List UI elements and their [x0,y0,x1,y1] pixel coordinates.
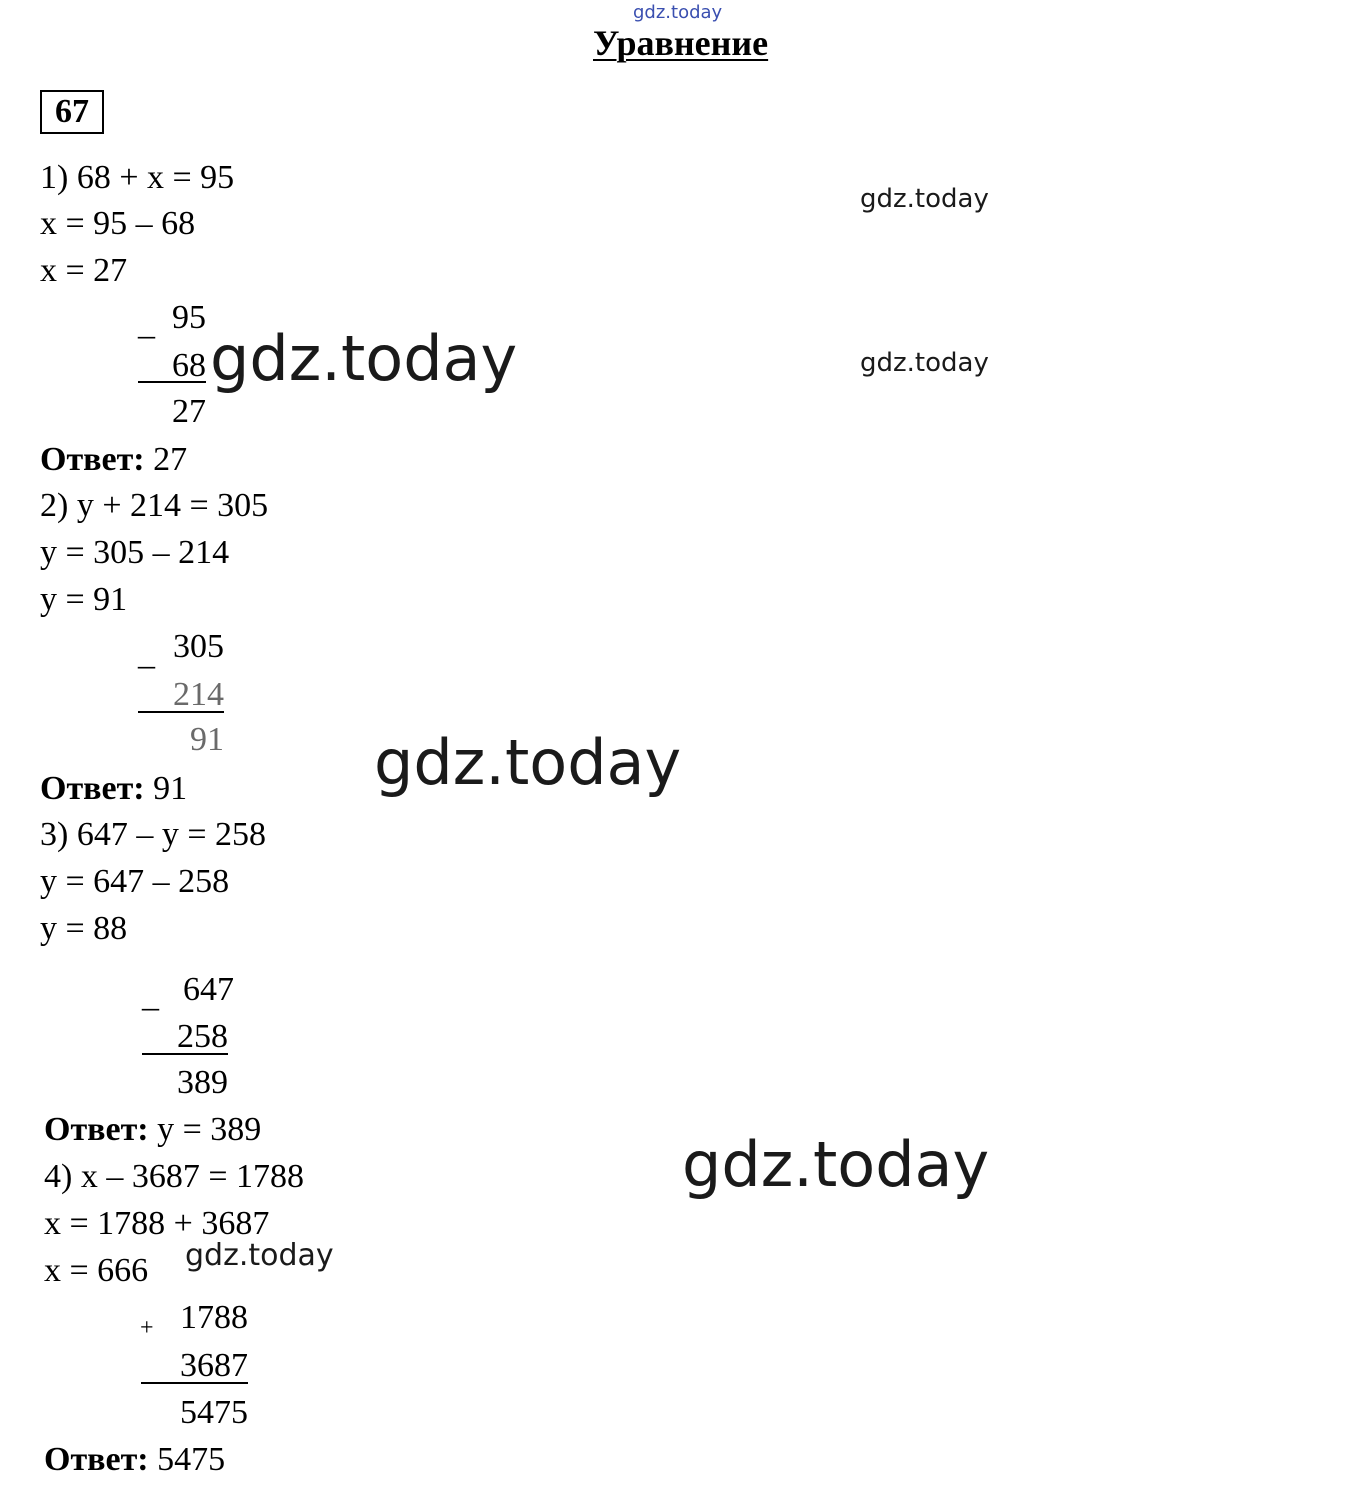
task4-calc-bottom: 3687 [180,1347,248,1384]
task2-calc-result: 91 [190,721,224,758]
task4-equation: 4) x – 3687 = 1788 [44,1158,304,1195]
task3-equation: 3) 647 – y = 258 [40,816,266,853]
task4-answer [44,1440,225,1480]
task4-answer-label: Ответ: [44,1441,149,1478]
task3-calc-bottom: 258 [177,1018,228,1055]
page-title: Уравнение [593,23,769,63]
task1-calc-sign: _ [138,305,155,342]
watermark: gdz.today [860,184,989,214]
task2-step2: y = 91 [40,581,128,618]
task1-calc-result: 27 [172,393,206,430]
task2-answer [40,769,187,809]
task1-answer [40,440,187,480]
task2-calc-bottom: 214 [173,676,224,713]
task3-step1: y = 647 – 258 [40,863,230,900]
task1-calc-bottom: 68 [172,347,206,384]
task2-equation: 2) y + 214 = 305 [40,487,269,524]
task3-answer-value: y = 389 [157,1111,262,1148]
task4-calc-rule [141,1382,248,1384]
task4-calc-result: 5475 [180,1394,248,1431]
watermark: gdz.today [185,1238,334,1273]
task3-step2: y = 88 [40,910,128,947]
watermark: gdz.today [860,348,989,378]
task3-calc-rule [142,1053,228,1055]
task1-calc-rule [138,381,206,383]
task4-step2: x = 666 [44,1252,149,1289]
task4-calc-sign: + [140,1315,154,1341]
task2-answer-label: Ответ: [40,770,145,807]
watermark-top: gdz.today [633,2,723,23]
task2-answer-value: 91 [153,770,188,807]
problem-number: 67 [40,90,104,134]
task1-equation: 1) 68 + x = 95 [40,159,235,196]
task2-calc-sign: _ [138,635,155,672]
task1-answer-label: Ответ: [40,441,145,478]
task4-calc-top: 1788 [180,1299,248,1336]
task3-calc-top: 647 [183,971,234,1008]
task2-step1: y = 305 – 214 [40,534,230,571]
watermark: gdz.today [210,322,518,395]
task4-step1: x = 1788 + 3687 [44,1205,270,1242]
task1-calc-top: 95 [172,299,206,336]
task3-calc-result: 389 [177,1064,228,1101]
task4-answer-value: 5475 [157,1441,226,1478]
task1-step1: x = 95 – 68 [40,205,196,242]
watermark: gdz.today [682,1128,990,1201]
task3-calc-sign: _ [142,977,159,1014]
task2-calc-rule [138,711,224,713]
watermark: gdz.today [374,726,682,799]
task1-step2: x = 27 [40,252,128,289]
task3-answer-label: Ответ: [44,1111,149,1148]
task1-answer-value: 27 [153,441,188,478]
task3-answer [44,1110,261,1150]
task2-calc-top: 305 [173,628,224,665]
